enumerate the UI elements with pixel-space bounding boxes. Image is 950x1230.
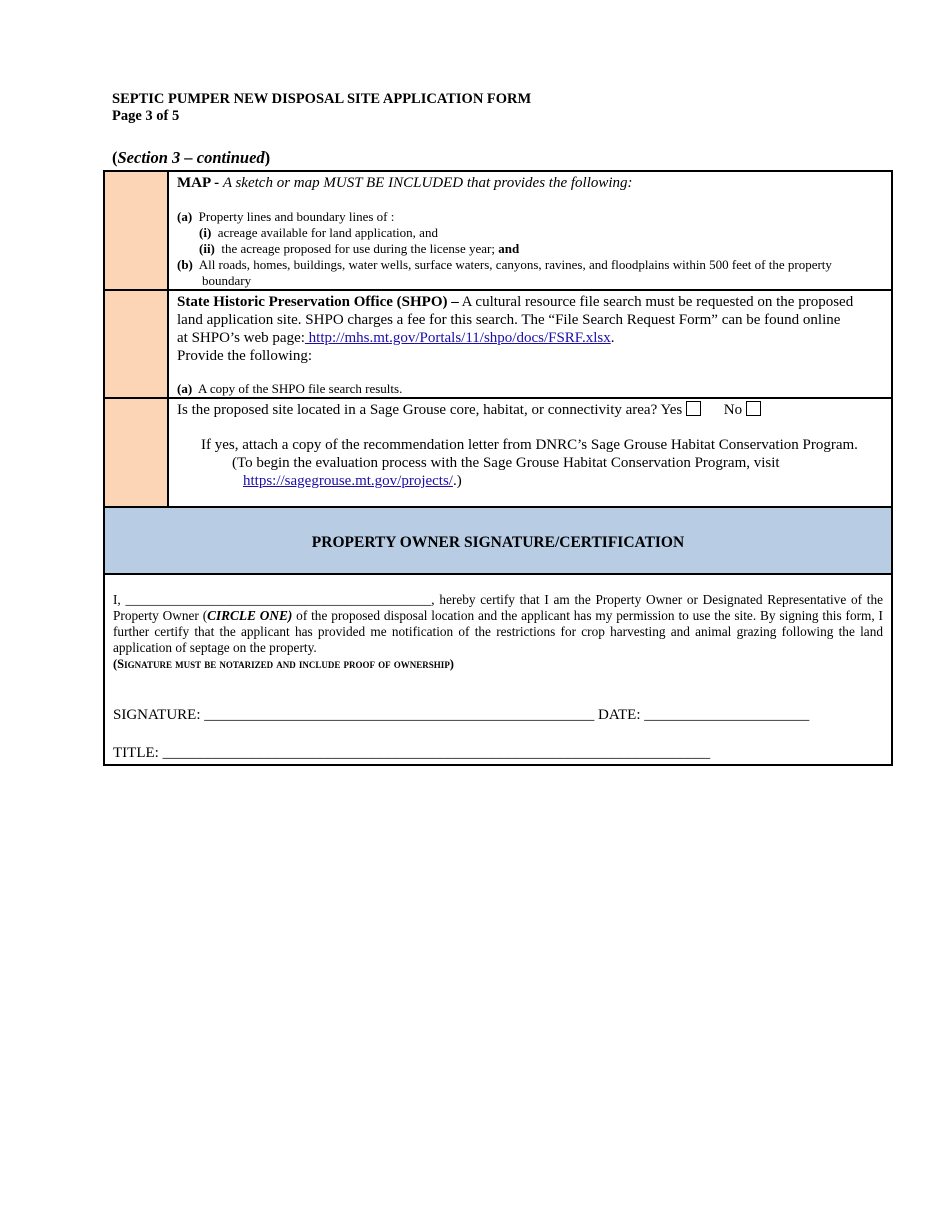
title-line[interactable]: TITLE: _________________________________________________________________________ xyxy=(113,745,711,761)
map-item-b-cont: boundary xyxy=(202,273,252,288)
shpo-label: State Historic Preservation Office (SHPO) – xyxy=(177,294,459,310)
notarize-notice: (Signature must be notarized and include proof of ownership) xyxy=(113,657,454,671)
map-cell: MAP - A sketch or map MUST BE INCLUDED that provides the following: (a) Property lines and boundary lines of : (i) acreage available for land application, and (ii) the acreage proposed for use during the license year; and (b) All roads, homes, buildings, water wells, surface waters, canyons, ravines, and floodplains within 500 feet of the property boundary xyxy=(177,174,883,289)
sage-grouse-cell: Is the proposed site located in a Sage Grouse core, habitat, or connectivity area? Yes No If yes, attach a copy of the recommendation letter from DNRC’s Sage Grouse Habitat Conservation Program. (To begin the evaluation process with the Sage Grouse Habitat Conservation Program, visit https://sagegrouse.mt.gov/projects/.) xyxy=(177,401,883,490)
application-table xyxy=(103,170,893,766)
row-marker xyxy=(105,399,169,506)
certification-header xyxy=(105,508,891,575)
signature-date-line[interactable]: SIGNATURE: ____________________________________________________ DATE: ______________________ xyxy=(113,707,810,723)
sage-grouse-if-yes: If yes, attach a copy of the recommendation letter from DNRC’s Sage Grouse Habitat Conservation Program. xyxy=(201,437,858,453)
row-marker xyxy=(105,291,169,397)
sage-grouse-paren: (To begin the evaluation process with the Sage Grouse Habitat Conservation Program, visit xyxy=(232,455,780,471)
map-item-a: Property lines and boundary lines of : xyxy=(198,209,395,224)
map-item-b: All roads, homes, buildings, water wells, surface waters, canyons, ravines, and floodplains within 500 feet of the property xyxy=(198,257,832,272)
sage-grouse-link[interactable]: https://sagegrouse.mt.gov/projects/ xyxy=(243,473,453,489)
shpo-row xyxy=(105,291,891,399)
form-title: SEPTIC PUMPER NEW DISPOSAL SITE APPLICATION FORM xyxy=(112,91,532,107)
shpo-provide: Provide the following: xyxy=(177,348,312,364)
map-item-ii: the acreage proposed for use during the license year; xyxy=(221,241,495,256)
no-checkbox[interactable] xyxy=(746,401,761,416)
map-item-i: acreage available for land application, and xyxy=(217,225,438,240)
certification-title: PROPERTY OWNER SIGNATURE/CERTIFICATION xyxy=(311,534,685,551)
certification-text: I, ______________________________________________, hereby certify that I am the Property Owner or Designated Representative of the Property Owner (CIRCLE ONE) of the proposed disposal location and the applicant has my permission to use the site. By signing this form, I further certify that the applicant has provided me notification of the restrictions for crop harvesting and animal grazing following the land application of septage on the property. (Signature must be notarized and include proof of ownership) xyxy=(113,592,883,671)
map-label: MAP - xyxy=(177,175,223,191)
page-number: Page 3 of 5 xyxy=(112,108,180,124)
sage-grouse-row xyxy=(105,399,891,508)
yes-checkbox[interactable] xyxy=(686,401,701,416)
sage-grouse-question: Is the proposed site located in a Sage Grouse core, habitat, or connectivity area? xyxy=(177,402,658,418)
circle-one: CIRCLE ONE) xyxy=(207,608,293,623)
shpo-cell: State Historic Preservation Office (SHPO) – A cultural resource file search must be requested on the proposed land application site. SHPO charges a fee for this search. The “File Search Request Form” can be found online at SHPO’s web page: http://mhs.mt.gov/Portals/11/shpo/docs/FSRF.xlsx. Provide the following: (a) A copy of the SHPO file search results. xyxy=(177,293,883,397)
yes-label: Yes xyxy=(660,402,683,418)
shpo-item-a: A copy of the SHPO file search results. xyxy=(197,381,403,396)
certification-body xyxy=(105,575,891,764)
no-label: No xyxy=(723,402,743,418)
row-marker xyxy=(105,172,169,289)
form-header xyxy=(112,91,531,125)
shpo-form-link[interactable]: http://mhs.mt.gov/Portals/11/shpo/docs/FSRF.xlsx xyxy=(304,330,611,346)
map-row xyxy=(105,172,891,291)
section-heading-text: Section 3 – continued xyxy=(117,148,265,167)
section-heading: (Section 3 – continued) xyxy=(112,148,271,167)
map-intro: A sketch or map MUST BE INCLUDED that provides the following: xyxy=(222,175,633,191)
